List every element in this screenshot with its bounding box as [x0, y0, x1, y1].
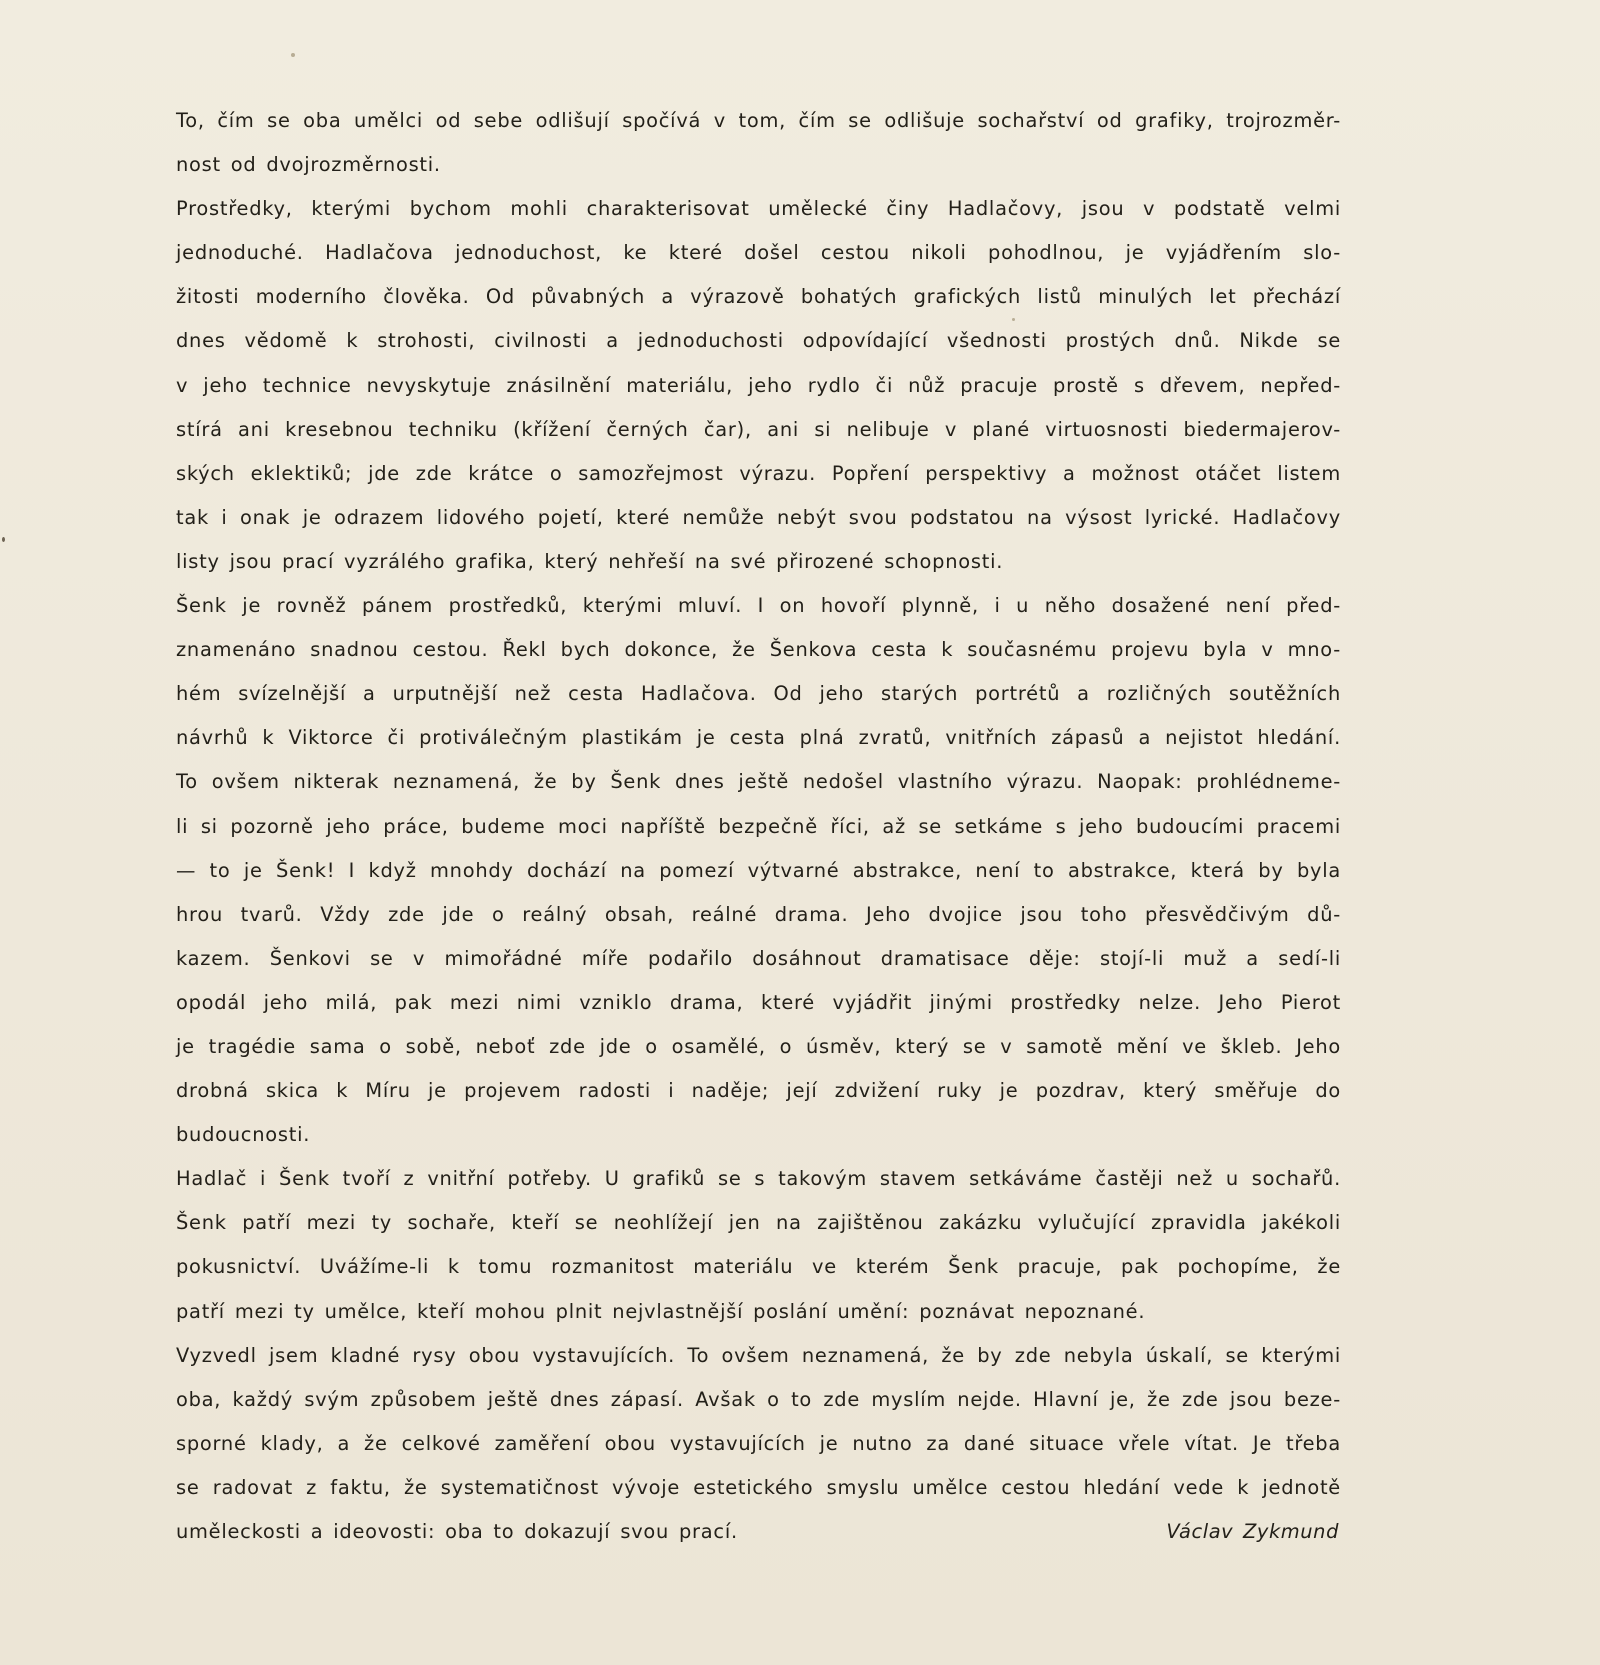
paragraph: [176, 1334, 1341, 1554]
author-signature: Václav Zykmund: [1166, 1520, 1339, 1543]
paragraph: [176, 99, 1341, 187]
paper-speck: [291, 53, 295, 57]
closing-line-with-signature: [176, 1510, 1341, 1554]
text-line: žitosti moderního člověka. Od půvabných a výrazově bohatých grafických listů minulých let přechází: [176, 285, 1341, 309]
paper-speck: [2, 537, 5, 542]
text-line: To, čím se oba umělci od sebe odlišují spočívá v tom, čím se odlišuje sochařství od grafiky, trojrozměr-: [176, 109, 1341, 132]
text-line: je tragédie sama o sobě, neboť zde jde o osamělé, o úsměv, který se v samotě mění ve škleb. Jeho: [176, 1034, 1341, 1058]
text-line: Šenk je rovněž pánem prostředků, kterými mluví. I on hovoří plynně, i u něho dosažené není před-: [176, 594, 1341, 618]
text-line: v jeho technice nevyskytuje znásilnění materiálu, jeho rydlo či nůž pracuje prostě s dřevem, nepřed-: [176, 373, 1341, 397]
text-line: patří mezi ty umělce, kteří mohou plnit nejvlastnější poslání umění: poznávat nepoznané.: [176, 1299, 1146, 1323]
paragraph: [176, 1157, 1341, 1333]
text-line: li si pozorně jeho práce, budeme moci napříště bezpečně říci, až se setkáme s jeho budoucími pracemi: [176, 814, 1341, 838]
text-line: hrou tvarů. Vždy zde jde o reálný obsah, reálné drama. Jeho dvojice jsou toho přesvědčivým dů-: [176, 902, 1341, 926]
text-line: hém svízelnější a urputnější než cesta Hadlačova. Od jeho starých portrétů a rozličných soutěžních: [176, 682, 1341, 706]
text-line: jednoduché. Hadlačova jednoduchost, ke které došel cestou nikoli pohodlnou, je vyjádřením slo-: [176, 241, 1341, 265]
text-line: Hadlač i Šenk tvoří z vnitřní potřeby. U grafiků se s takovým stavem setkáváme častěji než u sochařů.: [176, 1167, 1341, 1191]
text-line: uměleckosti a ideovosti: oba to dokazují svou prací.: [176, 1520, 738, 1543]
text-line: listy jsou prací vyzrálého grafika, který nehřeší na své přirozené schopnosti.: [176, 549, 1004, 573]
text-line: návrhů k Viktorce či protiválečným plastikám je cesta plná zvratů, vnitřních zápasů a nejistot hledání.: [176, 726, 1341, 750]
text-line: To ovšem nikterak neznamená, že by Šenk dnes ještě nedošel vlastního výrazu. Naopak: prohlédneme-: [176, 770, 1341, 794]
text-line: nost od dvojrozměrnosti.: [176, 153, 441, 177]
text-line: drobná skica k Míru je projevem radosti i naděje; její zdvižení ruky je pozdrav, který směřuje do: [176, 1079, 1341, 1103]
text-line: Prostředky, kterými bychom mohli charakterisovat umělecké činy Hadlačovy, jsou v podstatě velmi: [176, 197, 1341, 221]
paragraph: [176, 584, 1341, 1157]
paragraph: [176, 187, 1341, 584]
text-line: znamenáno snadnou cestou. Řekl bych dokonce, že Šenkova cesta k současnému projevu byla v mno-: [176, 638, 1341, 662]
text-line: stírá ani kresebnou techniku (křížení černých čar), ani si nelibuje v plané virtuosnosti biedermajerov-: [176, 417, 1341, 441]
article-text: [176, 99, 1341, 1554]
text-line: Vyzvedl jsem kladné rysy obou vystavujících. To ovšem neznamená, že by zde nebyla úskalí, se kterými: [176, 1343, 1341, 1367]
text-line: ských eklektiků; jde zde krátce o samozřejmost výrazu. Popření perspektivy a možnost otáčet listem: [176, 461, 1341, 485]
text-line: pokusnictví. Uvážíme-li k tomu rozmanitost materiálu ve kterém Šenk pracuje, pak pochopíme, že: [176, 1255, 1341, 1279]
text-line: tak i onak je odrazem lidového pojetí, které nemůže nebýt svou podstatou na výsost lyrické. Hadlačovy: [176, 505, 1341, 529]
text-line: budoucnosti.: [176, 1123, 311, 1147]
text-line: opodál jeho milá, pak mezi nimi vzniklo drama, které vyjádřit jinými prostředky nelze. Jeho Pierot: [176, 990, 1341, 1014]
text-line: dnes vědomě k strohosti, civilnosti a jednoduchosti odpovídající všednosti prostých dnů. Nikde se: [176, 329, 1341, 353]
text-line: se radovat z faktu, že systematičnost vývoje estetického smyslu umělce cestou hledání vede k jednotě: [176, 1475, 1341, 1499]
text-line: — to je Šenk! I když mnohdy dochází na pomezí výtvarné abstrakce, není to abstrakce, která by byla: [176, 858, 1341, 882]
text-line: kazem. Šenkovi se v mimořádné míře podařilo dosáhnout dramatisace děje: stojí-li muž a sedí-li: [176, 946, 1341, 970]
text-line: sporné klady, a že celkové zaměření obou vystavujících je nutno za dané situace vřele vítat. Je třeba: [176, 1431, 1341, 1455]
text-line: oba, každý svým způsobem ještě dnes zápasí. Avšak o to zde myslím nejde. Hlavní je, že zde jsou beze-: [176, 1387, 1341, 1411]
text-line: Šenk patří mezi ty sochaře, kteří se neohlížejí jen na zajištěnou zakázku vylučující zpravidla jakékoli: [176, 1211, 1341, 1235]
